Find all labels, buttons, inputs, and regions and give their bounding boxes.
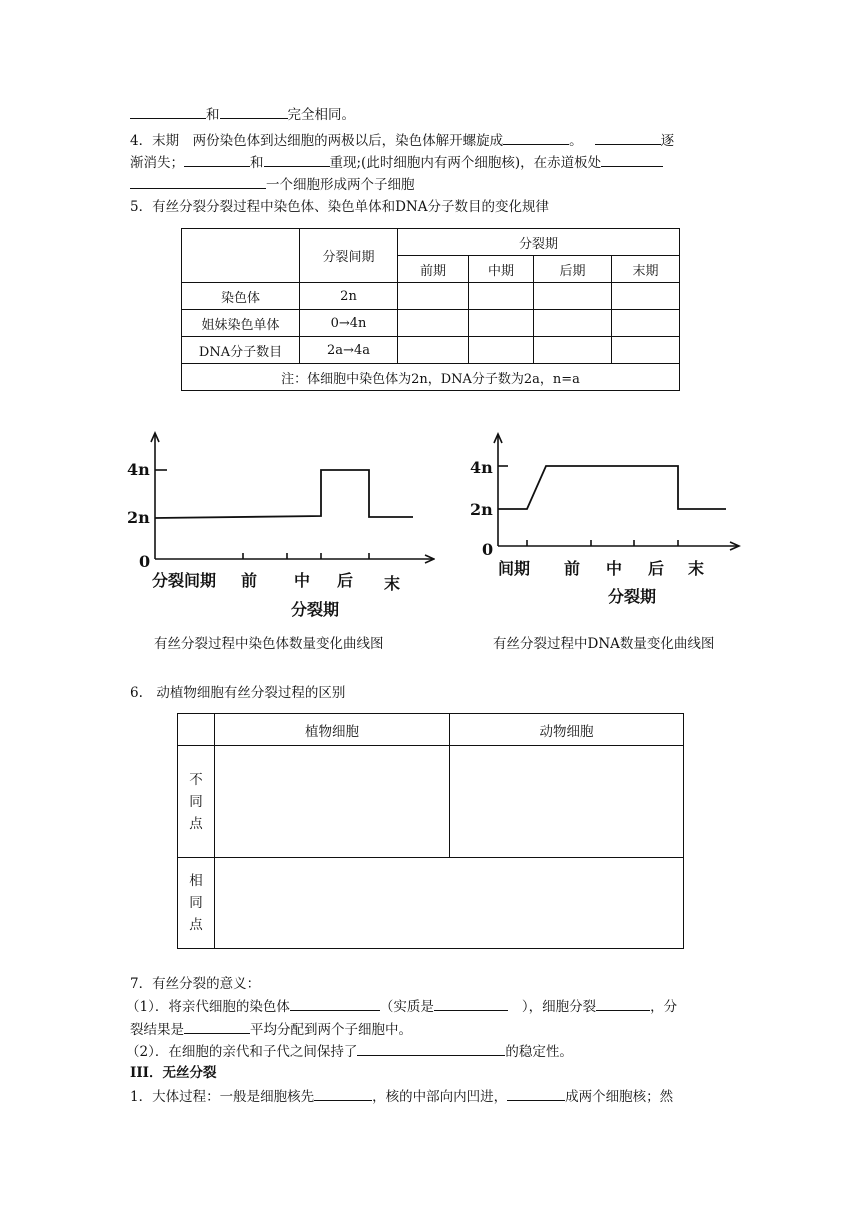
empty-cell [398,337,469,364]
plant-differences-cell [215,746,450,858]
table-row [182,283,680,310]
header-animal-cell: 动物细胞 [450,714,684,746]
animal-differences-cell [450,746,684,858]
section5-title: 5．有丝分裂分裂过程中染色体、染色单体和DNA分子数目的变化规律 [130,199,549,215]
row-label-differences [178,746,215,858]
dna-chart-caption: 有丝分裂过程中DNA数量变化曲线图 [493,636,715,652]
x-label-telophase: 末 [384,574,401,593]
cell-interphase: 2n [300,283,398,310]
table-row [182,337,680,364]
dna-chart [468,430,748,620]
text-line-2: 4．末期 两份染色体到达细胞的两极以后，染色体解开螺旋成 。 逐 [130,130,674,151]
chromosome-dna-table [181,228,680,391]
x-label-anaphase: 后 [337,571,354,590]
section7-line-1: （1）．将亲代细胞的染色体 （实质是 ），细胞分裂 ，分 [126,996,677,1017]
y-label-4n: 4n [127,460,150,479]
empty-cell [469,283,534,310]
vertical-char: 同 [189,895,203,911]
cell-interphase: 0→4n [300,310,398,337]
vertical-char: 相 [189,873,203,889]
header-mitosis: 分裂期 [398,229,680,256]
y-label-2n: 2n [470,500,493,519]
y-label-4n: 4n [470,458,493,477]
header-prophase: 前期 [398,256,469,283]
vertical-char: 不 [189,771,203,788]
header-metaphase: 中期 [469,256,534,283]
empty-cell [612,310,680,337]
chromosome-chart [125,425,435,625]
x-axis-title: 分裂期 [291,600,340,619]
header-plant-cell: 植物细胞 [215,714,450,746]
dna-series-line [498,466,726,509]
row-label: 姐妹染色单体 [182,310,300,337]
empty-cell [612,337,680,364]
text-line-3: 渐消失； 和 重现;(此时细胞内有两个细胞核)，在赤道板处 [130,152,663,173]
table-row [182,310,680,337]
row-label: DNA分子数目 [182,337,300,364]
x-ticks [527,540,678,546]
empty-cell [534,310,612,337]
header-telophase: 末期 [612,256,680,283]
y-label-0: 0 [139,552,151,571]
section7-title: 7．有丝分裂的意义： [130,976,261,992]
x-label-interphase: 分裂间期 [152,571,217,590]
vertical-text [178,870,214,936]
empty-cell [398,283,469,310]
empty-cell [469,337,534,364]
vertical-char: 点 [189,917,203,933]
similarities-cell [215,858,684,949]
y-label-0: 0 [482,540,494,559]
header-anaphase: 后期 [534,256,612,283]
x-label-anaphase: 后 [648,559,665,578]
row-label-similarities [178,858,215,949]
section3-title: III．无丝分裂 [130,1065,217,1081]
chromosome-series-line [155,470,413,518]
x-label-metaphase: 中 [606,559,623,578]
empty-cell [469,310,534,337]
section7-line-2: 裂结果是 平均分配到两个子细胞中。 [130,1019,412,1040]
x-ticks [243,553,369,559]
section6-title: 6. 动植物细胞有丝分裂过程的区别 [130,685,346,701]
vertical-text [178,769,214,835]
plant-animal-table [177,713,684,949]
x-label-interphase: 间期 [498,559,531,578]
x-label-metaphase: 中 [294,571,311,590]
vertical-char: 同 [189,793,203,810]
x-label-prophase: 前 [564,559,581,578]
table-corner-cell [182,229,300,283]
table-note: 注：体细胞中染色体为2n，DNA分子数为2a，n=a [182,364,680,391]
empty-cell [398,310,469,337]
y-label-2n: 2n [127,508,150,527]
table-corner-cell [178,714,215,746]
header-interphase: 分裂间期 [300,229,398,283]
empty-cell [612,283,680,310]
cell-interphase: 2a→4a [300,337,398,364]
row-label: 染色体 [182,283,300,310]
section7-line-3: （2）．在细胞的亲代和子代之间保持了 的稳定性。 [126,1041,573,1062]
x-label-telophase: 末 [688,559,705,578]
vertical-char: 点 [189,815,203,832]
empty-cell [534,337,612,364]
x-axis-title: 分裂期 [608,587,657,606]
empty-cell [534,283,612,310]
x-label-prophase: 前 [241,571,258,590]
chromosome-chart-caption: 有丝分裂过程中染色体数量变化曲线图 [154,636,384,652]
text-line-4: 一个细胞形成两个子细胞 [130,174,415,195]
text-line-1: 和 完全相同。 [130,104,355,125]
section3-line-1: 1．大体过程：一般是细胞核先 ，核的中部向内凹进， 成两个细胞核；然 [130,1086,673,1107]
